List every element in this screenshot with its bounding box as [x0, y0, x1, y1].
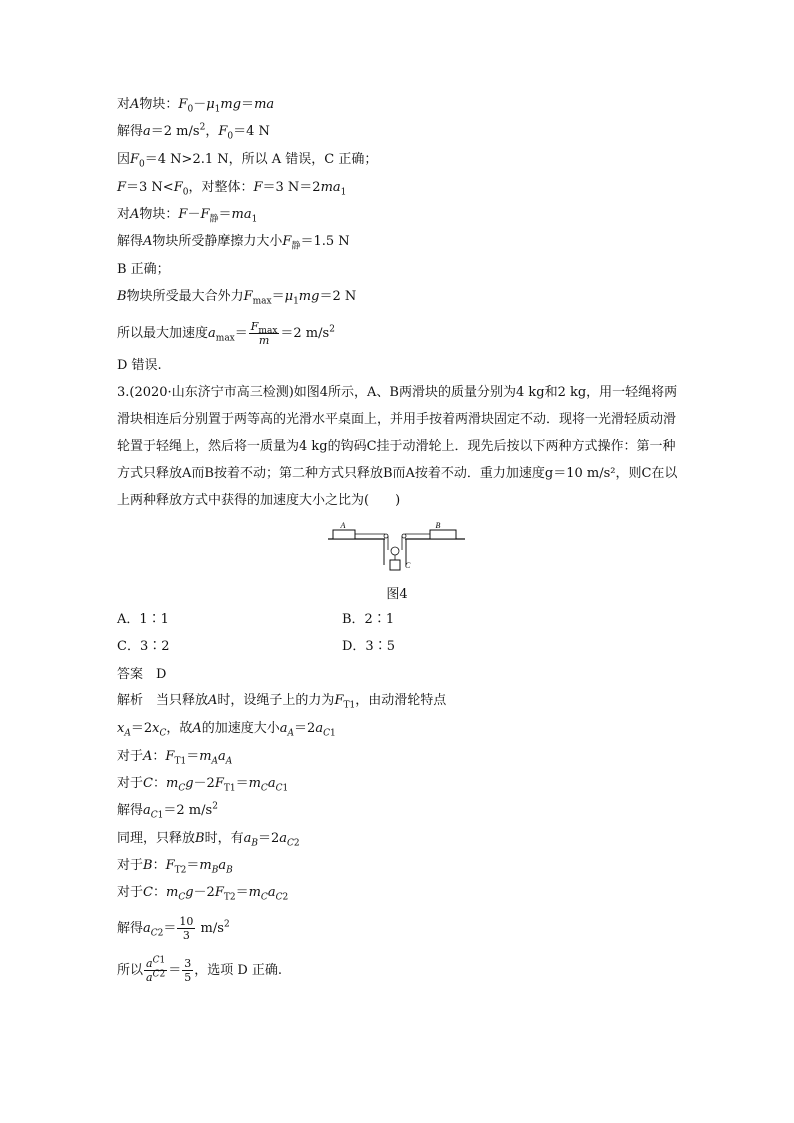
- label-b: B: [435, 521, 441, 530]
- solution-line-6: 解得A物块所受静摩擦力大小$F_静=1.5$ N: [117, 234, 350, 252]
- fraction-10-over-3: $\frac{10}{3}$: [179, 915, 194, 942]
- figure-4-diagram: [325, 520, 470, 580]
- solution-line-8: B物块所受最大合外力$F_{max}=\mu_1mg=2$ N: [117, 289, 357, 307]
- option-d: D．3∶5: [342, 639, 395, 654]
- block-b: [430, 530, 456, 539]
- solution-line-2: 解得a＝2 $m/s^2$，$F_0=4$ N: [117, 122, 270, 142]
- analysis-line-8: 对于C：$m_Cg-2F_{T2}=m_Ca_{C2}$: [117, 885, 289, 903]
- fraction-ac1-over-ac2: $\frac{a^{C1}}{a^{C2}}$: [146, 955, 166, 984]
- option-a: A．1∶1: [117, 612, 169, 627]
- analysis-line-5: 解得$a_{C1}=2$ $m/s^2$: [117, 801, 218, 821]
- answer-value: D: [156, 667, 167, 682]
- analysis-line-10: 所以 $\frac{a^{C1}}{a^{C2}}$ ＝ $\frac{3}{5}$ ，选项 D 正确.: [117, 955, 283, 984]
- answer-line: [117, 667, 166, 683]
- solution-line-7: B 正确；: [117, 262, 170, 277]
- analysis-line-1: 解析 当只释放A时，设绳子上的力为$F_{T1}$，由动滑轮特点: [117, 693, 447, 711]
- answer-label: 答案: [117, 667, 144, 682]
- block-a: [333, 530, 355, 539]
- question-3-text: 3.(2020·山东济宁市高三检测)如图4所示，A、B两滑块的质量分别为4 kg和2 kg，用一轻绳将两滑块相连后分别置于两等高的光滑水平桌面上，并用手按着两滑块固定不动．现将一光滑轻质动滑轮置于轻绳上，然后将一质量为4 kg的钩码C挂于动滑轮上．现先后按以下两种方式操作：第一种方式只释放A而B按着不动；第二种方式只释放B而A按着不动．重力加速度g＝10 m/s²，则C在以上两种释放方式中获得的加速度大小之比为( ): [117, 385, 678, 508]
- solution-line-1: 对A物块：$F_0-\mu_1mg=ma$: [117, 97, 275, 115]
- figure-caption: 图4: [386, 587, 408, 602]
- option-b: B．2∶1: [342, 612, 395, 627]
- solution-line-4: F＝3 $N<F_0$，对整体：F＝3 $N=2ma_1$: [117, 180, 347, 198]
- analysis-line-7: 对于B：$F_{T2}=m_Ba_B$: [117, 858, 233, 876]
- analysis-line-3: 对于A：$F_{T1}=m_Aa_A$: [117, 749, 233, 767]
- analysis-label: 解析: [117, 693, 144, 708]
- analysis-line-9: 解得$a_{C2}=$ $\frac{10}{3}$ $m/s^2$: [117, 915, 230, 942]
- moving-pulley: [391, 547, 399, 555]
- analysis-line-4: 对于C：$m_Cg-2F_{T1}=m_Ca_{C1}$: [117, 776, 289, 794]
- solution-line-5: 对A物块：$F-F_静=ma_1$: [117, 207, 258, 225]
- label-c: C: [405, 561, 411, 570]
- solution-line-9: 所以最大加速度$a_{max}=$ $\frac{F_{max}}{m}$ ＝2 $m/s^2$: [117, 320, 335, 347]
- analysis-line-2: $x_A=2x_C$，故A的加速度大小$a_A=2a_{C1}$: [117, 721, 336, 739]
- label-a: A: [340, 521, 346, 530]
- option-c: C．3∶2: [117, 639, 170, 654]
- fraction-fmax-over-m: $\frac{F_{max}}{m}$: [250, 320, 278, 347]
- right-edge-pulley: [402, 534, 406, 538]
- mass-c: [390, 560, 400, 570]
- analysis-line-6: 同理，只释放B时，有$a_B=2a_{C2}$: [117, 831, 300, 849]
- left-edge-pulley: [384, 534, 388, 538]
- fraction-3-over-5: $\frac{3}{5}$: [184, 957, 192, 984]
- solution-line-3: 因$F_0=4$ N>2.1 N，所以 A 错误，C 正确；: [117, 152, 378, 170]
- solution-line-10: D 错误.: [117, 358, 162, 373]
